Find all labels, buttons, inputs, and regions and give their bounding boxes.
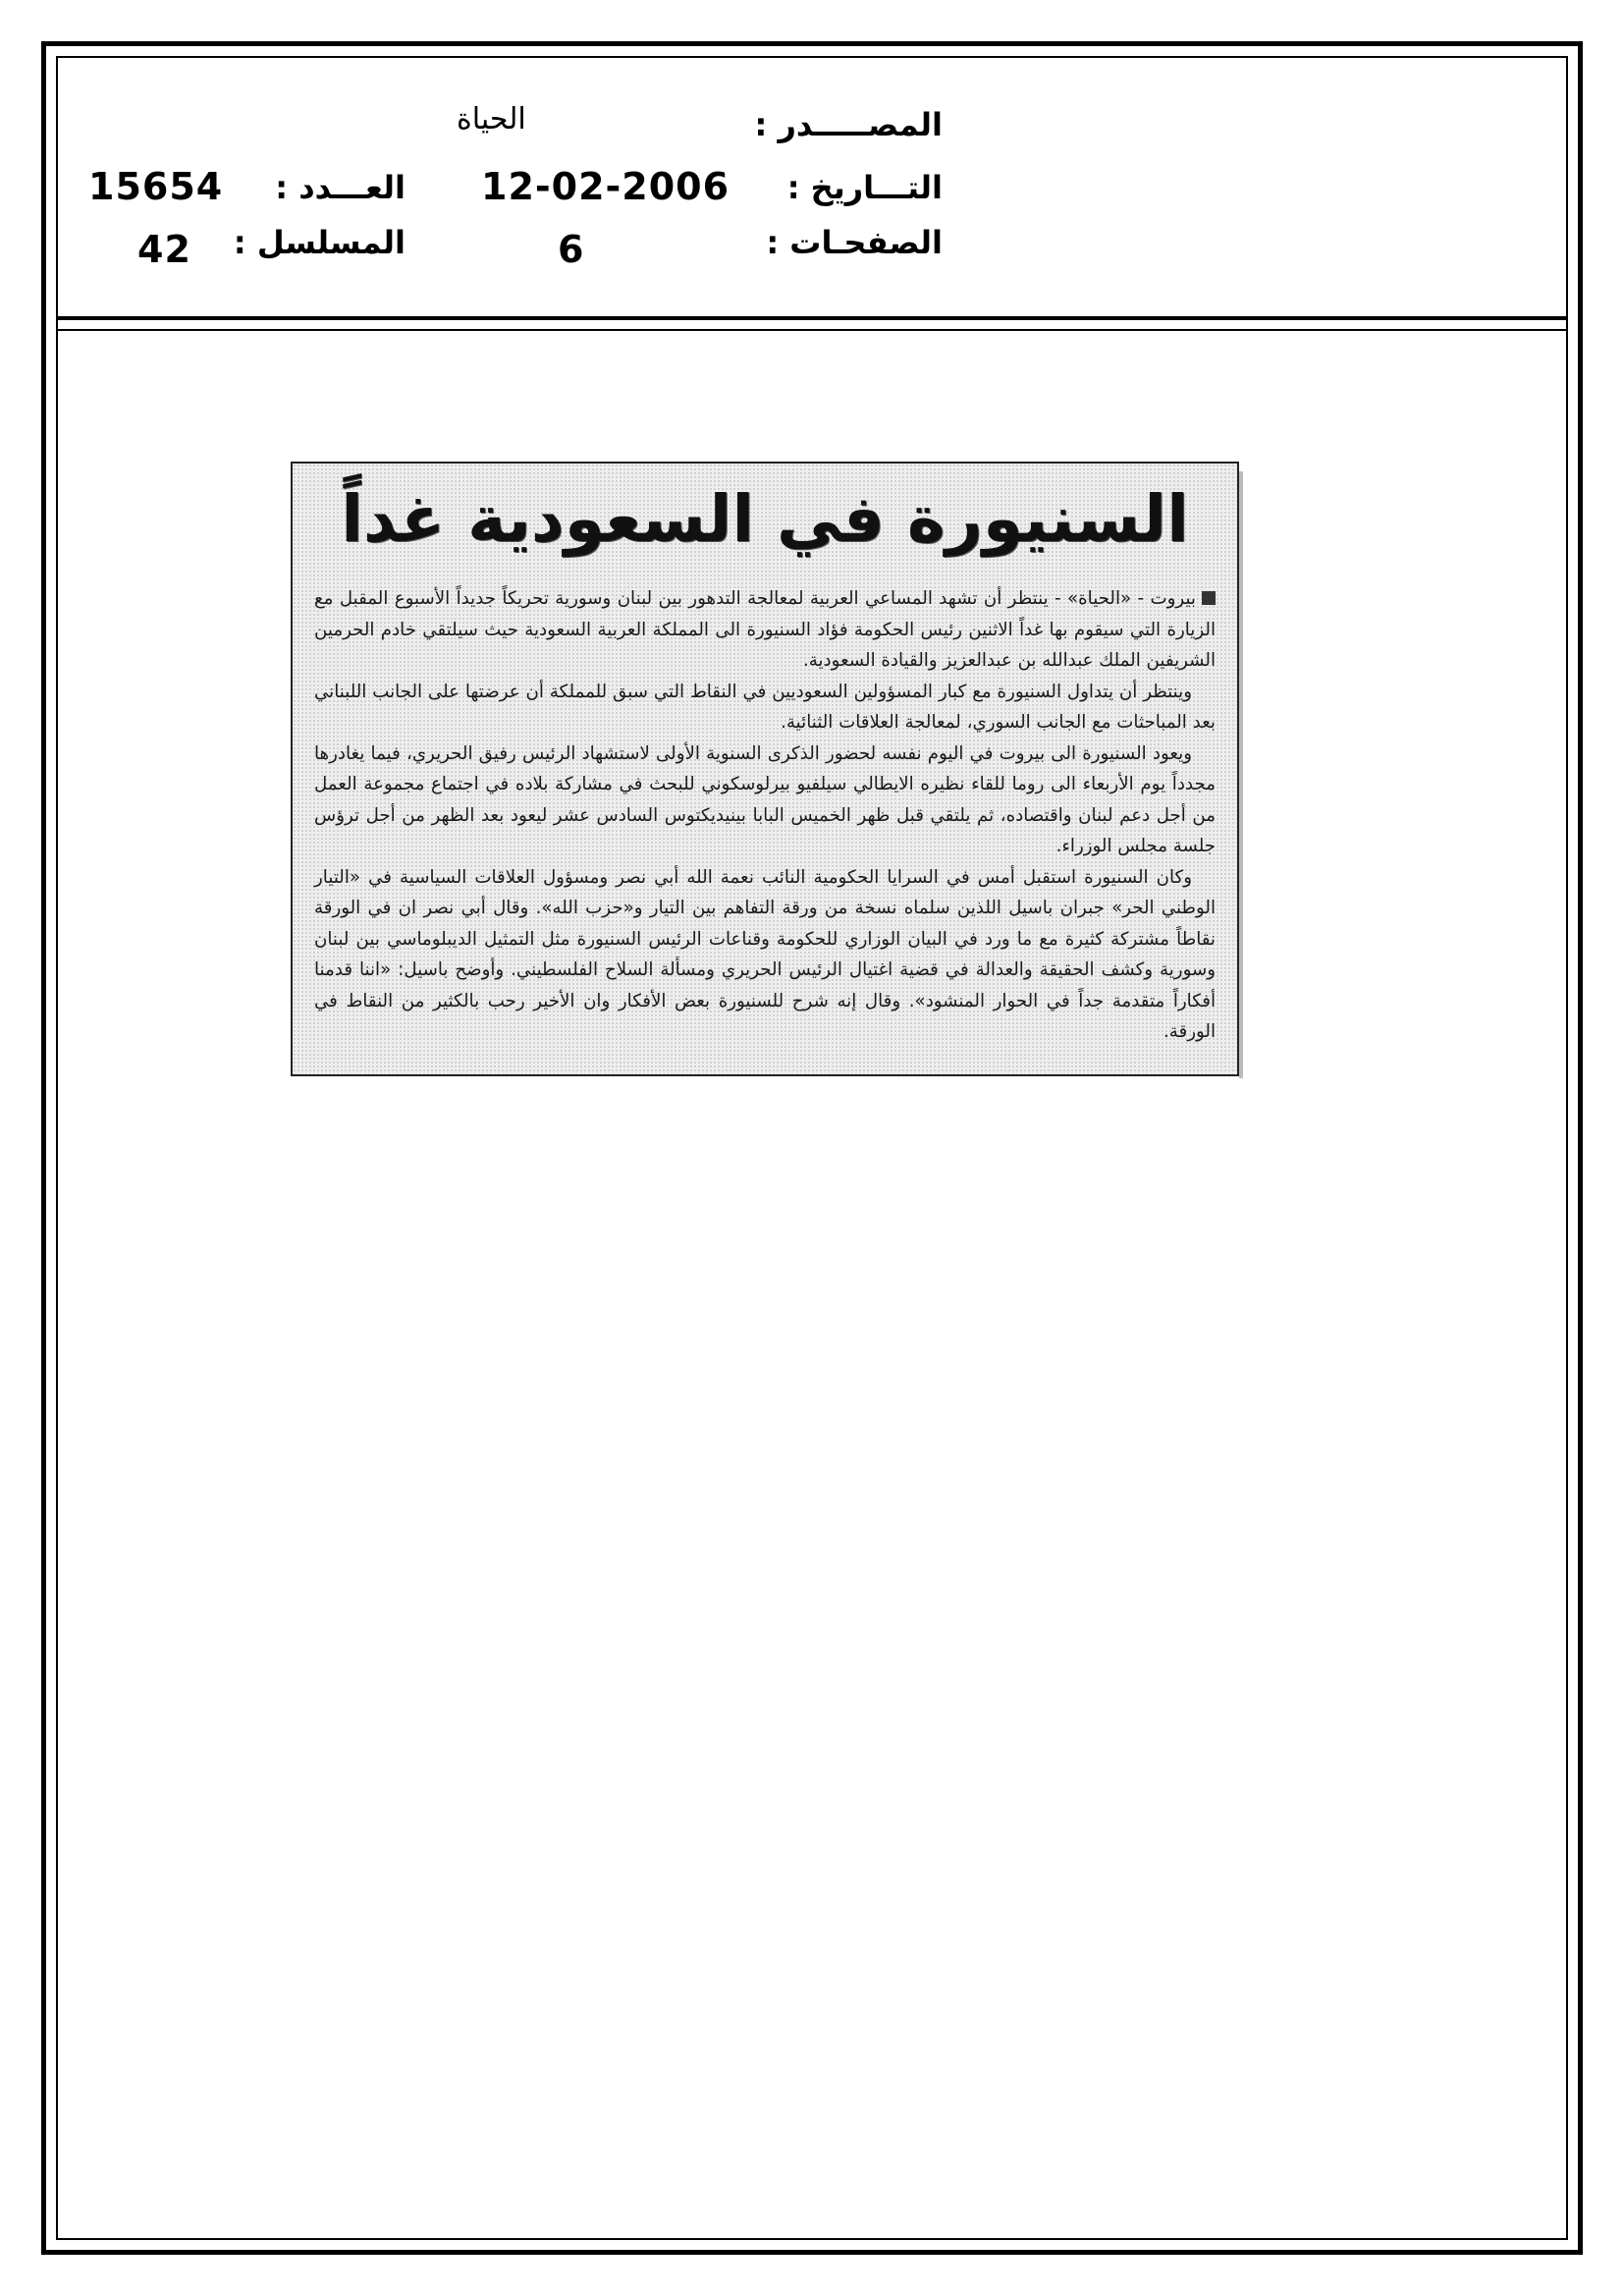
serial-label: المسلسل : — [233, 224, 406, 261]
article-paragraph: ويعود السنيورة الى بيروت في اليوم نفسه لحضور الذكرى السنوية الأولى لاستشهاد الرئيس رفيق الحريري، فيما يغادرها مجدداً يوم الأربعاء الى روما للقاء نظيره الايطالي سيلفيو بيرلوسكوني للبحث في مشاركة بلاده في اجتماع مجموعة العمل من أجل دعم لبنان واقتصاده، ثم يلتقي قبل ظهر الخميس البابا بينيديكتوس السادس عشر ليعود بعد الظهر من أجل ترؤس جلسة مجلس الوزراء. — [314, 742, 1216, 856]
header-separator-thick — [56, 316, 1568, 320]
issue-value: 15654 — [88, 165, 224, 208]
page-frame-inner — [56, 56, 1568, 2240]
article-paragraph-text: بيروت - «الحياة» - ينتظر أن تشهد المساعي العربية لمعالجة التدهور بين لبنان وسورية تحريكاً جديداً الأسبوع المقبل مع الزيارة التي سيقوم بها غداً الاثنين رئيس الحكومة فؤاد السنيورة الى المملكة العربية السعودية حيث سيلتقي خادم الحرمين الشريفين الملك عبدالله بن عبدالعزيز والقيادة السعودية. — [314, 588, 1216, 671]
article-clipping — [291, 462, 1239, 1076]
source-label: المصـــــدر : — [754, 106, 943, 143]
clipping-shadow — [1239, 471, 1243, 1078]
article-body — [314, 583, 1216, 1048]
date-label: التـــاريخ : — [786, 169, 943, 206]
article-paragraph: وينتظر أن يتداول السنيورة مع كبار المسؤولين السعوديين في النقاط التي سبق للمملكة أن عرضتها على الجانب اللبناني بعد المباحثات مع الجانب السوري، لمعالجة العلاقات الثنائية. — [314, 681, 1216, 733]
source-value: الحياة — [457, 102, 526, 137]
pages-label: الصفحـات : — [766, 224, 943, 261]
header-separator-thin — [56, 329, 1568, 331]
article-paragraph: وكان السنيورة استقبل أمس في السرايا الحكومية النائب نعمة الله أبي نصر ومسؤول العلاقات السياسية في «التيار الوطني الحر» جبران باسيل اللذين سلماه نسخة من ورقة التفاهم بين التيار و«حزب الله». وقال أبي نصر ان في الورقة نقاطاً مشتركة كثيرة مع ما ورد في البيان الوزاري للحكومة وقناعات الرئيس السنيورة مثل التمثيل الديبلوماسي بين لبنان وسورية وكشف الحقيقة والعدالة في قضية اغتيال الرئيس الحريري ومسألة السلاح الفلسطيني. وأوضح باسيل: «اننا قدمنا أفكاراً متقدمة جداً في الحوار المنشود». وقال إنه شرح للسنيورة بعض الأفكار وان الأخير رحب بالكثير من النقاط في الورقة. — [314, 866, 1216, 1042]
article-headline: السنيورة في السعودية غداً — [341, 481, 1189, 557]
serial-value: 42 — [137, 228, 191, 271]
issue-label: العـــدد : — [275, 169, 406, 206]
pages-value: 6 — [558, 228, 585, 271]
article-paragraph — [314, 583, 1216, 677]
date-value: 12-02-2006 — [481, 165, 730, 208]
bullet-square-icon — [1202, 591, 1216, 605]
